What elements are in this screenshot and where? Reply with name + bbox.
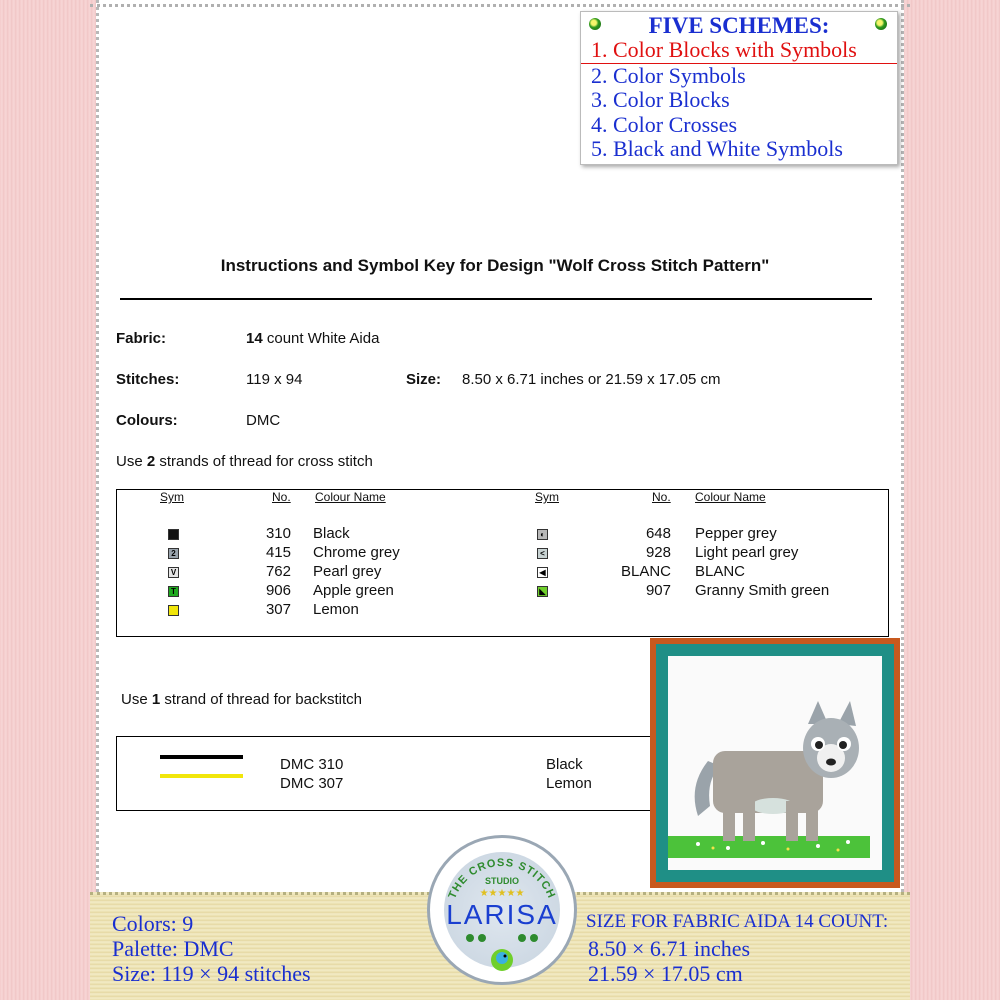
footer-cm: 21.59 × 17.05 cm bbox=[588, 961, 743, 986]
scheme-item[interactable]: 3. Color Blocks bbox=[591, 87, 730, 112]
frame-mat bbox=[656, 644, 894, 882]
backstitch-code: DMC 307 bbox=[280, 775, 344, 792]
colours-value: DMC bbox=[246, 412, 281, 429]
logo-studio: STUDIO bbox=[484, 876, 520, 886]
scheme-item[interactable]: 2. Color Symbols bbox=[591, 62, 746, 88]
colour-name: Granny Smith green bbox=[695, 582, 830, 599]
page-title: Instructions and Symbol Key for Design "Wolf Cross Stitch Pattern" bbox=[220, 256, 770, 275]
header-no: No. bbox=[652, 490, 671, 504]
thread-number: 415 bbox=[265, 544, 291, 561]
header-colour-name: Colour Name bbox=[315, 490, 386, 504]
scheme-item[interactable]: 5. Black and White Symbols bbox=[591, 136, 843, 161]
color-swatch-icon: 2 bbox=[168, 548, 179, 559]
fabric-type: count White Aida bbox=[266, 330, 380, 347]
size-value: 8.50 x 6.71 inches or 21.59 x 17.05 cm bbox=[462, 371, 721, 388]
footer-inches: 8.50 × 6.71 inches bbox=[588, 936, 751, 961]
studio-logo bbox=[427, 835, 577, 985]
logo-name: LARISA bbox=[446, 899, 558, 930]
backstitch-line-black bbox=[160, 755, 243, 759]
stitches-label: Stitches: bbox=[116, 371, 180, 388]
scheme-item[interactable]: 1. Color Blocks with Symbols bbox=[581, 38, 897, 64]
color-swatch-icon: V bbox=[168, 567, 179, 578]
footer-size: Size: 119 × 94 stitches bbox=[112, 961, 311, 986]
cross-stitch-instruction: Use 2 strands of thread for cross stitch bbox=[116, 453, 373, 470]
fabric-value bbox=[246, 330, 379, 347]
color-swatch-icon bbox=[168, 605, 179, 616]
colour-name: Black bbox=[313, 525, 350, 542]
colour-name: Pepper grey bbox=[695, 525, 777, 542]
colour-name: Pearl grey bbox=[313, 563, 382, 580]
size-label: Size: bbox=[406, 371, 442, 388]
scheme-item[interactable]: 4. Color Crosses bbox=[591, 111, 738, 137]
thread-number: 762 bbox=[265, 563, 291, 580]
backstitch-table bbox=[116, 736, 656, 811]
colour-name: Light pearl grey bbox=[695, 544, 799, 561]
symbol-key-table bbox=[116, 489, 889, 637]
footer-palette: Palette: DMC bbox=[112, 936, 234, 961]
backstitch-name: Black bbox=[546, 756, 583, 773]
schemes-title: FIVE SCHEMES: bbox=[648, 13, 830, 38]
backstitch-line-lemon bbox=[160, 774, 243, 778]
colour-name: BLANC bbox=[695, 563, 746, 580]
backstitch-instruction: Use 1 strand of thread for backstitch bbox=[121, 691, 362, 708]
thread-number: 307 bbox=[265, 601, 291, 618]
backstitch-code: DMC 310 bbox=[280, 756, 344, 773]
color-swatch-icon: T bbox=[168, 586, 179, 597]
color-swatch-icon: ◐ bbox=[537, 529, 548, 540]
logo-artwork bbox=[430, 838, 574, 982]
wolf-illustration bbox=[668, 656, 870, 858]
header-no: No. bbox=[272, 490, 291, 504]
thread-number: 310 bbox=[265, 525, 291, 542]
fabric-count: 14 bbox=[246, 330, 263, 347]
color-swatch-icon: ◣ bbox=[537, 586, 548, 597]
thread-number: 906 bbox=[265, 582, 291, 599]
fabric-label: Fabric: bbox=[116, 330, 167, 347]
footer-fabric-title: SIZE FOR FABRIC AIDA 14 COUNT: bbox=[586, 911, 889, 932]
logo-stars: ★★★★★ bbox=[479, 888, 525, 899]
logo-ring-text: THE CROSS STITCH bbox=[446, 856, 558, 901]
colour-name: Apple green bbox=[313, 582, 394, 599]
thread-number: BLANC bbox=[620, 563, 671, 580]
pattern-preview-frame bbox=[650, 638, 900, 888]
header-colour-name: Colour Name bbox=[695, 490, 766, 504]
color-swatch-icon bbox=[168, 529, 179, 540]
thread-number: 648 bbox=[645, 525, 671, 542]
colours-label: Colours: bbox=[116, 412, 178, 429]
thread-number: 907 bbox=[645, 582, 671, 599]
wolf-preview-image bbox=[668, 656, 882, 870]
color-swatch-icon: < bbox=[537, 548, 548, 559]
schemes-box bbox=[580, 11, 898, 165]
colour-name: Chrome grey bbox=[313, 544, 400, 561]
title-rule bbox=[120, 298, 872, 300]
bead-icon bbox=[589, 18, 601, 30]
footer-colors: Colors: 9 bbox=[112, 911, 194, 936]
header-sym: Sym bbox=[160, 490, 184, 504]
backstitch-name: Lemon bbox=[546, 775, 592, 792]
header-sym: Sym bbox=[535, 490, 559, 504]
bead-icon bbox=[875, 18, 887, 30]
stitch-border bbox=[90, 4, 910, 10]
colour-name: Lemon bbox=[313, 601, 359, 618]
color-swatch-icon: ◀ bbox=[537, 567, 548, 578]
thread-number: 928 bbox=[645, 544, 671, 561]
stitches-value: 119 x 94 bbox=[246, 371, 303, 388]
